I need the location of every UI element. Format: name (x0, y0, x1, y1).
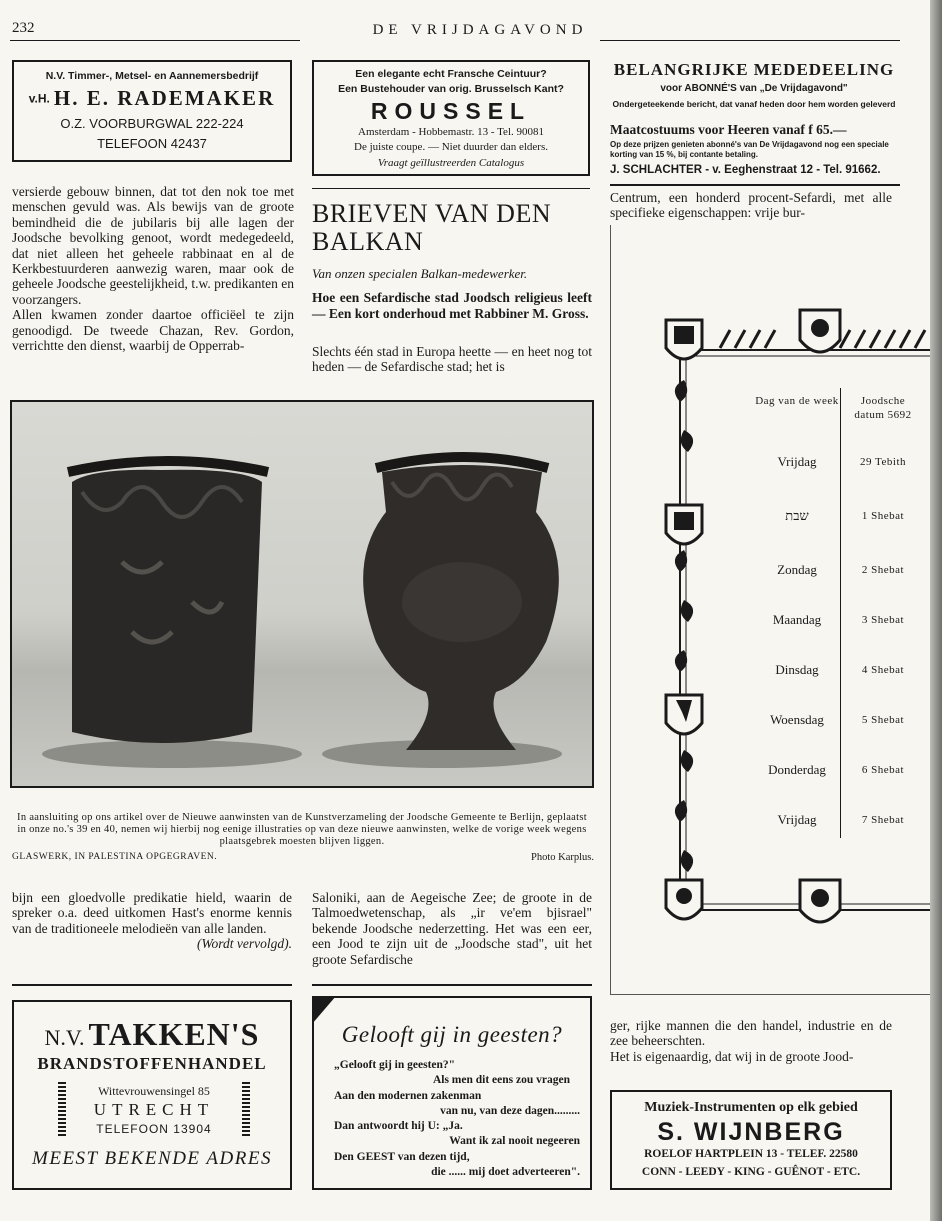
calendar-date-3: 3 Shebat (861, 614, 905, 626)
ad-geesten-poem (334, 1058, 580, 1180)
left-column-top (12, 184, 294, 353)
ad-geesten-line: van nu, van deze dagen......... (440, 1104, 580, 1117)
calendar-date-2: 2 Shebat (861, 564, 905, 576)
calendar-day-0: Vrijdag (777, 454, 817, 469)
calendar-day-3: Maandag (772, 612, 822, 627)
ad-takkens-street: Wittevrouwensingel 85 (98, 1084, 210, 1098)
article-intro: Slechts één stad in Europa heette — en heet nog tot heden — de Sefardische stad; het is (312, 344, 592, 375)
photo-vessels-illustration (12, 402, 592, 786)
ad-roussel-address: Amsterdam - Hobbemastr. 13 - Tel. 90081 (358, 126, 544, 138)
ad-wijnberg (610, 1090, 892, 1190)
ad-roussel (312, 60, 590, 176)
left-column-bottom-para: bijn een gloedvolle predikatie hield, waarin de spreker o.a. deed uitkomen Hast's enorme kennis van de traditioneele melodieën van alle landen. (12, 890, 292, 936)
calendar-day-5: Woensdag (770, 712, 824, 727)
ad-wijnberg-line1: Muziek-Instrumenten op elk gebied (644, 1100, 858, 1115)
calendar-day-1: שבת (785, 508, 809, 523)
ad-rademaker-prefix: v.H. (28, 91, 50, 106)
calendar-day-7: Vrijdag (777, 812, 817, 827)
ad-wijnberg-brands: CONN - LEEDY - KING - GUÊNOT - ETC. (641, 1166, 861, 1178)
ad-takkens-city: UTRECHT (93, 1100, 215, 1119)
right-column-bottom-para2: Het is eigenaardig, dat wij in de groote Jood- (610, 1048, 854, 1064)
ad-schlachter-address: J. SCHLACHTER - v. Eeghenstraat 12 - Tel. 91662. (610, 164, 881, 176)
ad-roussel-line5: Vraagt geïllustreerden Catalogus (377, 157, 525, 169)
header-rule-left (10, 40, 300, 41)
ad-wijnberg-address: ROELOF HARTPLEIN 13 - TELEF. 22580 (644, 1148, 858, 1160)
photo-credit: Photo Karplus. (531, 852, 594, 863)
ad-geesten-line: Als men dit eens zou vragen (432, 1074, 570, 1087)
ad-takkens-name-row (14, 1016, 290, 1053)
calendar-day-4: Dinsdag (775, 662, 819, 677)
ad-schlachter-title: BELANGRIJKE MEDEDEELING (613, 60, 895, 79)
calendar-day-2: Zondag (777, 562, 817, 577)
calendar-date-1: 1 Shebat (861, 510, 905, 522)
ad-roussel-line1: Een elegante echt Fransche Ceintuur? (355, 68, 547, 80)
article-headline-line2: BALKAN (312, 227, 424, 256)
ad-rademaker-name: H. E. RADEMAKER (53, 86, 276, 110)
ad-takkens-name: TAKKEN'S (88, 1016, 260, 1052)
ad-geesten-line: Den GEEST van dezen tijd, (334, 1150, 470, 1163)
ad-geesten-line: Want ik zal nooit negeeren (449, 1135, 580, 1148)
calendar-date-4: 4 Shebat (861, 664, 905, 676)
masthead-title: DE VRIJDAGAVOND (372, 22, 588, 38)
ad-takkens-line2: BRANDSTOFFENHANDEL (37, 1054, 267, 1073)
middle-bottom-rule (312, 984, 592, 986)
middle-column-bottom: Saloniki, aan de Aegeische Zee; de groote in de Talmoedwetenschap, als „ir ve'em bjisrael" bekende Joodsche nederzetting. Het was een eer, een Jood te zijn uit de „Joodsche stad", uit het groote Sefardische (312, 890, 592, 967)
ad-rademaker-name-row (14, 86, 290, 111)
article-headline (312, 200, 592, 256)
ad-takkens-prefix: N.V. (44, 1025, 85, 1050)
ad-rademaker-line1: N.V. Timmer-, Metsel- en Aannemersbedrijf (45, 70, 259, 82)
page-edge-shadow (930, 0, 942, 1221)
left-column-bottom (12, 890, 292, 952)
ad-takkens-phone: TELEFOON 13904 (96, 1122, 212, 1136)
ad-roussel-line4: De juiste coupe. — Niet duurder dan elders. (354, 141, 548, 153)
article-byline: Van onzen specialen Balkan-medewerker. (312, 266, 528, 281)
header-rule-right (600, 40, 900, 41)
page-number: 232 (12, 20, 35, 36)
ad-schlachter-rule (610, 184, 900, 186)
photo-glass-vessels (10, 400, 594, 788)
photo-caption-label: GLASWERK, IN PALESTINA OPGEGRAVEN. (12, 852, 218, 862)
ad-geesten-line: die ...... mij doet adverteeren". (431, 1166, 580, 1179)
calendar-date-5: 5 Shebat (861, 714, 905, 726)
left-column-bottom-continued: (Wordt vervolgd). (197, 936, 292, 952)
ad-wijnberg-name: S. WIJNBERG (657, 1118, 845, 1146)
left-column-top-para1: versierde gebouw binnen, dat tot den nok toe met menschen gevuld was. Als bewijs van de groote bemindheid die de jubilaris bij alle lagen der Joodsche bevolking genoot, wordt medegedeeld, dat niet alleen het geheele rabbinaat en al de Kerkbestuurderen aanwezig waren, maar ook de geheele Joodsche geestelijkheid, t.w. predikanten en voorzangers. (12, 184, 294, 307)
ad-geesten (312, 996, 592, 1190)
ad-schlachter-subtitle: voor ABONNÉ'S van „De Vrijdagavond" (660, 83, 848, 94)
calendar-head-date: Joodsche datum 5692 (854, 395, 912, 421)
ad-schlachter-offer: Maatcostuums voor Heeren vanaf f 65.— (610, 122, 847, 137)
ad-geesten-title: Gelooft gij in geesten? (341, 1022, 563, 1047)
ad-schlachter-discount: Op deze prijzen genieten abonné's van De Vrijdagavond nog een speciale korting van 15 %, bij contante betaling. (610, 140, 889, 159)
calendar-date-0: 29 Tebith (860, 456, 906, 468)
article-subhead: Hoe een Sefardische stad Joodsch religieus leeft — Een kort onderhoud met Rabbiner M. Gross. (312, 290, 592, 321)
calendar-day-6: Donderdag (768, 762, 826, 777)
article-headline-line1: BRIEVEN VAN DEN (312, 199, 552, 228)
photo-caption-text: In aansluiting op ons artikel over de Nieuwe aanwinsten van de Kunstverzameling der Joodsche Gemeente te Berlijn, geplaatst in onze no.'s 39 en 40, nemen wij hierbij nog eenige illustraties op van deze nieuwe aanwinsten, welke de vorige week wegens plaatsgebrek moesten blijven liggen. (17, 812, 587, 847)
ad-schlachter-notice: Ondergeteekende bericht, dat vanaf heden door hem worden geleverd (612, 99, 896, 109)
ad-roussel-name: ROUSSEL (370, 98, 532, 124)
ad-roussel-line2: Een Bustehouder van orig. Brusselsch Kant? (338, 83, 564, 95)
ad-geesten-corner-icon (312, 996, 336, 1024)
ad-takkens (12, 1000, 292, 1190)
ad-takkens-slogan: MEEST BEKENDE ADRES (32, 1148, 272, 1169)
calendar-date-7: 7 Shebat (861, 814, 905, 826)
left-bottom-rule (12, 984, 292, 986)
ad-geesten-line: Dan antwoordt hij U: „Ja. (334, 1120, 463, 1133)
ad-rademaker (12, 60, 292, 162)
ad-rademaker-phone: TELEFOON 42437 (97, 136, 207, 151)
right-column-top: Centrum, een honderd procent-Sefardi, met alle specifieke eigenschappen: vrije bur- (610, 190, 892, 221)
right-column-bottom (610, 1018, 892, 1064)
ad-takkens-bars-right (242, 1082, 250, 1138)
ad-takkens-bars-left (58, 1082, 66, 1138)
ad-geesten-line: „Gelooft gij in geesten?" (334, 1059, 456, 1071)
calendar-head-day: Dag van de week (755, 395, 839, 407)
article-top-rule (312, 188, 590, 189)
left-column-top-para2: Allen kwamen zonder daartoe officiëel te zijn genoodigd. De tweede Chazan, Rev. Gordon, verrichtte den dienst, waarbij de Opperrab- (12, 307, 294, 354)
calendar-date-6: 6 Shebat (861, 764, 905, 776)
ad-rademaker-address: O.Z. VOORBURGWAL 222-224 (60, 116, 244, 131)
ad-schlachter (610, 60, 898, 182)
ad-geesten-line: Aan den modernen zakenman (334, 1089, 482, 1102)
right-column-bottom-para1: ger, rijke mannen die den handel, industrie en de zee beheerschten. (610, 1018, 892, 1049)
